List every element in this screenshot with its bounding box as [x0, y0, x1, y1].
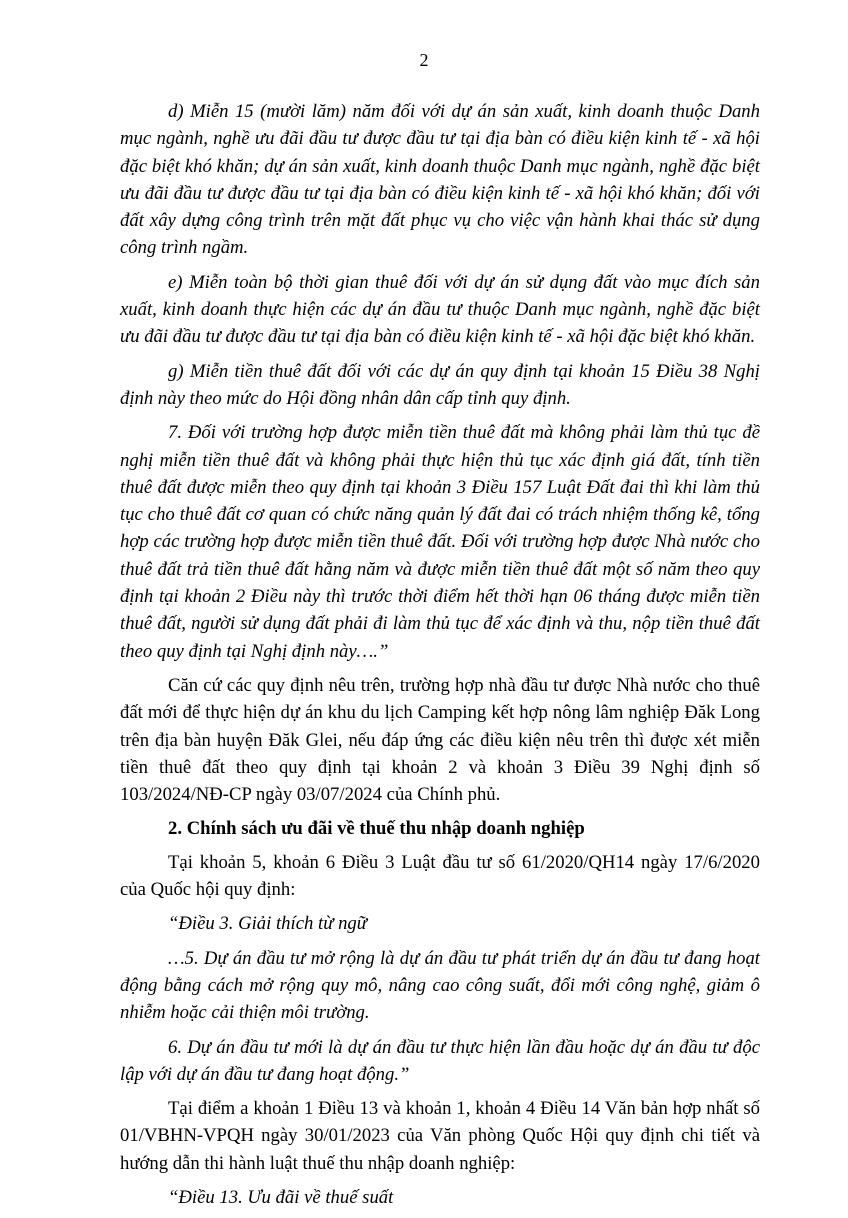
paragraph-legal-basis-2: Tại điểm a khoản 1 Điều 13 và khoản 1, khoản 4 Điều 14 Văn bản hợp nhất số 01/VBHN-VPQH ngày 30/01/2023 của Văn phòng Quốc Hội quy định chi tiết và hướng dẫn thi hành luật thuế thu nhập doanh nghiệp: — [120, 1098, 760, 1174]
paragraph-clause-7: 7. Đối với trường hợp được miễn tiền thuê đất mà không phải làm thủ tục đề nghị miễn tiền thuê đất và không phải thực hiện thủ tục xác định giá đất, tính tiền thuê đất được miễn theo quy định tại khoản 3 Điều 157 Luật Đất đai thì khi làm thủ tục cho thuê đất cơ quan có chức năng quản lý đất đai có trách nhiệm thống kê, tổng hợp các trường hợp được miễn tiền thuê đất. Đối với trường hợp được Nhà nước cho thuê đất trả tiền thuê đất hằng năm và được miễn tiền thuê đất một số năm theo quy định tại khoản 2 Điều này thì trước thời điểm hết thời hạn 06 tháng được miễn tiền thuê đất, người sử dụng đất phải đi làm thủ tục để xác định và thu, nộp tiền thuê đất theo quy định tại Nghị định này….” — [120, 422, 760, 662]
paragraph-conclusion: Căn cứ các quy định nêu trên, trường hợp nhà đầu tư được Nhà nước cho thuê đất mới để thực hiện dự án khu du lịch Camping kết hợp nông lâm nghiệp Đăk Long trên địa bàn huyện Đăk Glei, nếu đáp ứng các điều kiện nêu trên thì được xét miễn tiền thuê đất theo quy định tại khoản 2 và khoản 3 Điều 39 Nghị định số 103/2024/NĐ-CP ngày 03/07/2024 của Chính phủ. — [120, 674, 760, 806]
page-number: 2 — [419, 50, 429, 70]
paragraph-item-d: d) Miễn 15 (mười lăm) năm đối với dự án sản xuất, kinh doanh thuộc Danh mục ngành, nghề ưu đãi đầu tư được đầu tư tại địa bàn có điều kiện kinh tế - xã hội đặc biệt khó khăn; dự án sản xuất, kinh doanh thuộc Danh mục ngành, nghề đặc biệt ưu đãi đầu tư được đầu tư tại địa bàn có điều kiện kinh tế - xã hội khó khăn; đối với đất xây dựng công trình trên mặt đất phục vụ cho việc vận hành khai thác sử dụng công trình ngầm. — [120, 101, 760, 259]
quote-article-13-title: “Điều 13. Ưu đãi về thuế suất — [168, 1186, 394, 1208]
section-heading: 2. Chính sách ưu đãi về thuế thu nhập doanh nghiệp — [168, 818, 585, 840]
quote-clause-6: 6. Dự án đầu tư mới là dự án đầu tư thực hiện lần đầu hoặc dự án đầu tư độc lập với dự án đầu tư đang hoạt động.” — [120, 1036, 760, 1085]
paragraph-legal-basis: Tại khoản 5, khoản 6 Điều 3 Luật đầu tư số 61/2020/QH14 ngày 17/6/2020 của Quốc hội quy định: — [120, 851, 760, 901]
quote-clause-5: …5. Dự án đầu tư mở rộng là dự án đầu tư phát triển dự án đầu tư đang hoạt động bằng cách mở rộng quy mô, nâng cao công suất, đổi mới công nghệ, giảm ô nhiễm hoặc cải thiện môi trường. — [120, 947, 760, 1024]
document-body — [120, 98, 760, 1218]
paragraph-item-g: g) Miễn tiền thuê đất đối với các dự án quy định tại khoản 15 Điều 38 Nghị định này theo mức do Hội đồng nhân dân cấp tỉnh quy định. — [120, 360, 760, 409]
paragraph-item-e: e) Miễn toàn bộ thời gian thuê đối với dự án sử dụng đất vào mục đích sản xuất, kinh doanh thực hiện các dự án đầu tư thuộc Danh mục ngành, nghề đặc biệt ưu đãi đầu tư được đầu tư tại địa bàn có điều kiện kinh tế - xã hội đặc biệt khó khăn. — [120, 271, 760, 348]
quote-article-title: “Điều 3. Giải thích từ ngữ — [168, 913, 367, 935]
